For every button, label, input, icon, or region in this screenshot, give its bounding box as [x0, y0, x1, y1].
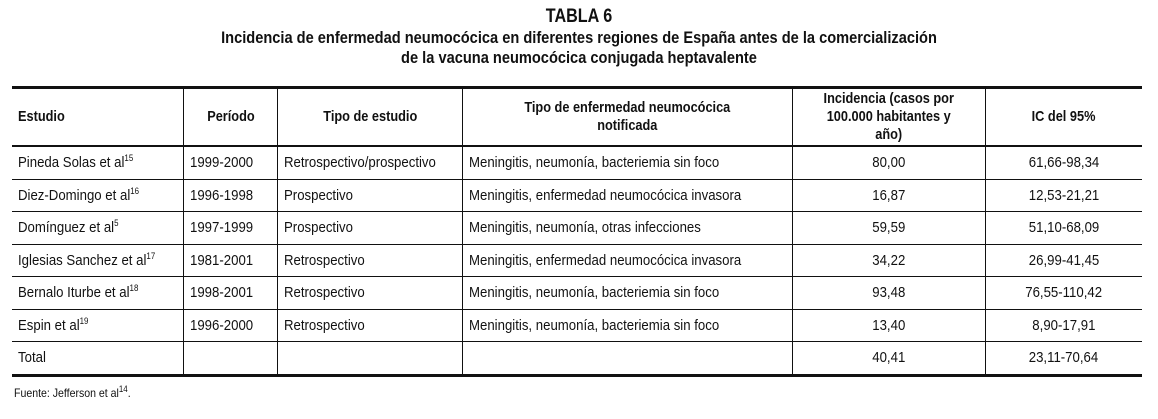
table-row [12, 277, 1142, 310]
cell-tipo-enfermedad: Meningitis, enfermedad neumocócica invasora [463, 244, 793, 277]
incidence-table [12, 86, 1142, 377]
table-row [12, 309, 1142, 342]
cell-tipo-enfermedad: Meningitis, neumonía, bacteriemia sin foco [463, 146, 793, 179]
header-row [12, 88, 1142, 147]
header-incidencia [793, 88, 985, 147]
cell-total-empty [184, 342, 278, 376]
reference-superscript: 15 [124, 153, 134, 164]
cell-tipo-estudio: Prospectivo [277, 212, 463, 245]
cell-ic: 76,55-110,42 [985, 277, 1142, 310]
cell-estudio: Espin et $al^{19}$ [12, 309, 184, 342]
cell-tipo-estudio: Retrospectivo [277, 277, 463, 310]
table-row [12, 244, 1142, 277]
reference-superscript: 16 [130, 185, 140, 196]
cell-incidencia: 13,40 [793, 309, 985, 342]
source-note: Fuente: Jefferson et $al^{14}$. [14, 384, 131, 400]
cell-tipo-estudio: Prospectivo [277, 179, 463, 212]
table-row [12, 212, 1142, 245]
header-tipo-estudio: Tipo de estudio [277, 88, 463, 147]
cell-estudio: Domínguez et $al^5$ [12, 212, 184, 245]
table-row [12, 146, 1142, 179]
cell-tipo-estudio: Retrospectivo [277, 244, 463, 277]
cell-estudio: Bernalo Iturbe et $al^{18}$ [12, 277, 184, 310]
header-incidencia-line1: Incidencia (casos por [823, 90, 954, 107]
cell-ic: 51,10-68,09 [985, 212, 1142, 245]
header-tipo-enfermedad: Tipo de enfermedad neumocócica notificada [463, 88, 793, 147]
table-row [12, 179, 1142, 212]
reference-superscript: 5 [114, 218, 119, 229]
cell-estudio: Diez-Domingo et $al^{16}$ [12, 179, 184, 212]
cell-ic: 8,90-17,91 [985, 309, 1142, 342]
cell-estudio: Pineda Solas et $al^{15}$ [12, 146, 184, 179]
cell-tipo-estudio: Retrospectivo [277, 309, 463, 342]
cell-tipo-enfermedad: Meningitis, neumonía, otras infecciones [463, 212, 793, 245]
header-periodo: Período [184, 88, 278, 147]
reference-superscript: 19 [79, 315, 89, 326]
table-caption-line1: Incidencia de enfermedad neumocócica en diferentes regiones de España antes de la comercialización [221, 28, 937, 47]
cell-incidencia: 80,00 [793, 146, 985, 179]
title-block [0, 6, 1158, 68]
cell-incidencia: 59,59 [793, 212, 985, 245]
header-estudio: Estudio [12, 88, 184, 147]
reference-superscript: 14 [118, 384, 128, 394]
cell-tipo-estudio: Retrospectivo/prospectivo [277, 146, 463, 179]
cell-incidencia: 16,87 [793, 179, 985, 212]
cell-estudio: Iglesias Sanchez et $al^{17}$ [12, 244, 184, 277]
cell-ic: 12,53-21,21 [985, 179, 1142, 212]
cell-incidencia: 93,48 [793, 277, 985, 310]
cell-total-ic: 23,11-70,64 [985, 342, 1142, 376]
cell-periodo: 1997-1999 [184, 212, 278, 245]
cell-periodo: 1981-2001 [184, 244, 278, 277]
cell-total-empty [463, 342, 793, 376]
header-incidencia-line2: 100.000 habitantes y año) [826, 108, 951, 143]
cell-total-incidencia: 40,41 [793, 342, 985, 376]
cell-ic: 26,99-41,45 [985, 244, 1142, 277]
cell-tipo-enfermedad: Meningitis, neumonía, bacteriemia sin foco [463, 277, 793, 310]
cell-incidencia: 34,22 [793, 244, 985, 277]
header-ic: IC del 95% [985, 88, 1142, 147]
cell-periodo: 1998-2001 [184, 277, 278, 310]
reference-superscript: 18 [129, 283, 139, 294]
reference-superscript: 17 [146, 250, 156, 261]
cell-tipo-enfermedad: Meningitis, neumonía, bacteriemia sin foco [463, 309, 793, 342]
table-caption-line2: de la vacuna neumocócica conjugada heptavalente [401, 48, 757, 67]
table-label: TABLA 6 [545, 6, 613, 27]
cell-tipo-enfermedad: Meningitis, enfermedad neumocócica invasora [463, 179, 793, 212]
cell-total-label: Total [18, 349, 46, 367]
cell-ic: 61,66-98,34 [985, 146, 1142, 179]
cell-periodo: 1996-2000 [184, 309, 278, 342]
total-row [12, 342, 1142, 376]
cell-total-empty [277, 342, 463, 376]
cell-periodo: 1996-1998 [184, 179, 278, 212]
cell-periodo: 1999-2000 [184, 146, 278, 179]
